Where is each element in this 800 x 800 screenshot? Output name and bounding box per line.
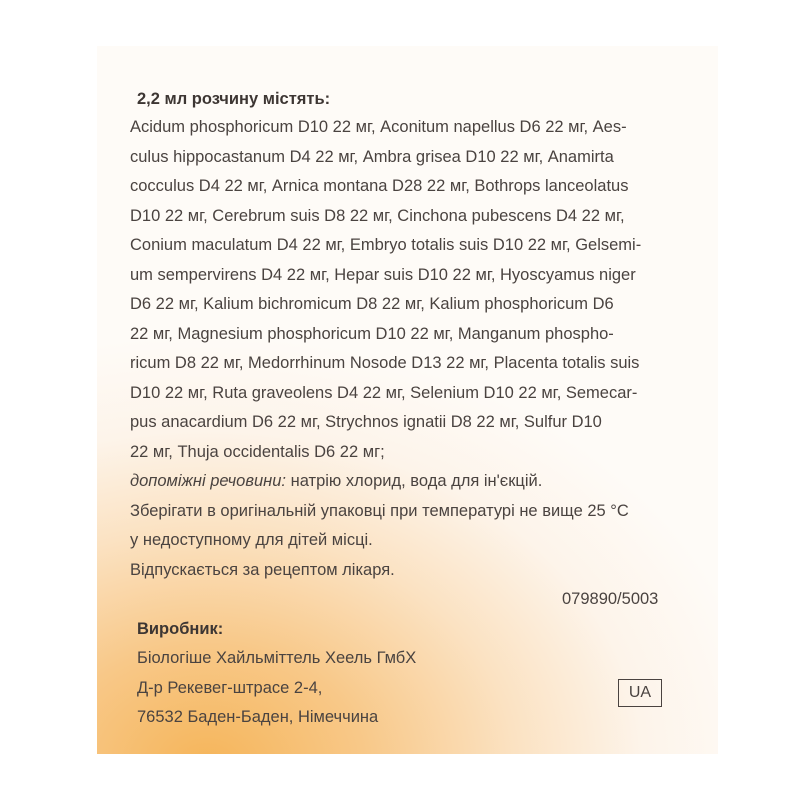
manufacturer-heading: Виробник: [137, 620, 224, 638]
composition-line: ricum D8 22 мг, Medorrhinum Nosode D13 22 мг, Placenta totalis suis [130, 354, 640, 372]
storage-line: Зберігати в оригінальній упаковці при температурі не вище 25 °С [130, 502, 629, 520]
country-badge: UA [618, 679, 662, 707]
composition-line: D10 22 мг, Ruta graveolens D4 22 мг, Selenium D10 22 мг, Semecar- [130, 384, 638, 402]
label-panel [97, 46, 718, 754]
composition-line: culus hippocastanum D4 22 мг, Ambra grisea D10 22 мг, Anamirta [130, 148, 614, 166]
manufacturer-address: 76532 Баден-Баден, Німеччина [137, 708, 379, 726]
storage-line: у недоступному для дітей місці. [130, 531, 373, 549]
excipients-text: натрію хлорид, вода для ін'єкцій. [286, 472, 543, 490]
manufacturer-address: Д-р Рекевег-штрасе 2-4, [137, 679, 323, 697]
composition-line: 22 мг, Thuja occidentalis D6 22 мг; [130, 443, 385, 461]
composition-line: D6 22 мг, Kalium bichromicum D8 22 мг, Kalium phosphoricum D6 [130, 295, 614, 313]
composition-line: cocculus D4 22 мг, Arnica montana D28 22 мг, Bothrops lanceolatus [130, 177, 629, 195]
registration-code: 079890/5003 [562, 590, 659, 608]
composition-line: pus anacardium D6 22 мг, Strychnos ignatii D8 22 мг, Sulfur D10 [130, 413, 602, 431]
excipients-label: допоміжні речовини: [130, 472, 286, 490]
excipients-line [130, 471, 542, 491]
manufacturer-name: Біологіше Хайльміттель Хеель ГмбХ [137, 649, 417, 667]
composition-line: Acidum phosphoricum D10 22 мг, Aconitum napellus D6 22 мг, Aes- [130, 118, 627, 136]
prescription-note: Відпускається за рецептом лікаря. [130, 561, 395, 579]
composition-line: D10 22 мг, Cerebrum suis D8 22 мг, Cinchona pubescens D4 22 мг, [130, 207, 625, 225]
composition-line: Conium maculatum D4 22 мг, Embryo totalis suis D10 22 мг, Gelsemi- [130, 236, 642, 254]
composition-line: um sempervirens D4 22 мг, Hepar suis D10 22 мг, Hyoscyamus niger [130, 266, 636, 284]
composition-line: 22 мг, Magnesium phosphoricum D10 22 мг, Manganum phospho- [130, 325, 614, 343]
composition-heading: 2,2 мл розчину містять: [137, 90, 331, 108]
